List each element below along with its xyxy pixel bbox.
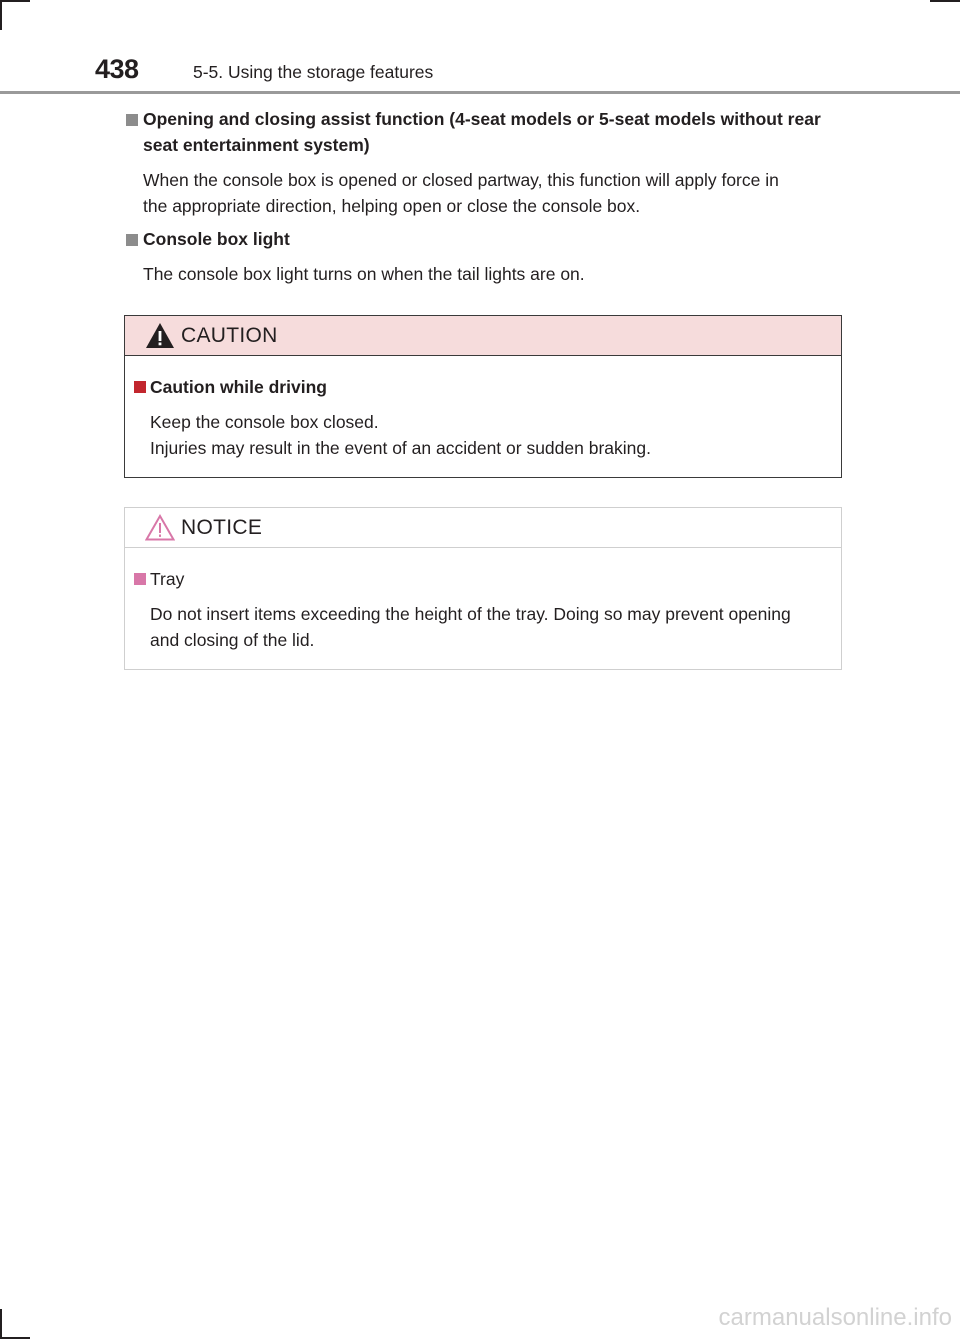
item-title-line: Opening and closing assist function (4-seat models or 5-seat models without rear [143, 109, 821, 129]
crop-mark-bottom-left-v [0, 1309, 2, 1339]
item-assist-function [124, 106, 844, 219]
item-body: The console box light turns on when the tail lights are on. [143, 264, 585, 284]
warning-triangle-icon [145, 322, 175, 349]
page-number: 438 [95, 54, 139, 84]
notice-header [125, 508, 841, 548]
caution-item-title-text: Caution while driving [150, 377, 327, 397]
caution-box [124, 315, 842, 478]
notice-triangle-icon [145, 514, 175, 541]
item-title [124, 106, 844, 158]
header-divider [0, 91, 960, 94]
notice-body [125, 548, 841, 669]
item-console-light [124, 226, 844, 287]
section-title: 5-5. Using the storage features [193, 62, 434, 82]
item-body-line: the appropriate direction, helping open or close the console box. [143, 196, 641, 216]
page-header [0, 0, 960, 96]
item-title [124, 226, 844, 252]
caution-body-line: Injuries may result in the event of an accident or sudden braking. [150, 438, 651, 458]
caution-item-body [132, 409, 829, 461]
item-body-line: When the console box is opened or closed partway, this function will apply force in [143, 170, 779, 190]
watermark: carmanualsonline.info [718, 1304, 952, 1331]
caution-item-title [132, 374, 829, 400]
caution-body [125, 356, 841, 477]
bullet-square-icon [134, 573, 146, 585]
caution-label: CAUTION [181, 324, 278, 347]
caution-header [125, 316, 841, 356]
bullet-square-icon [126, 234, 138, 246]
notice-item-body [132, 601, 829, 653]
notice-item-title [132, 566, 829, 592]
bullet-square-icon [134, 381, 146, 393]
notice-item-title-text: Tray [150, 569, 185, 589]
item-title-line: seat entertainment system) [143, 135, 370, 155]
bullet-square-icon [126, 114, 138, 126]
notice-body-line: Do not insert items exceeding the height of the tray. Doing so may prevent opening [150, 604, 791, 624]
notice-body-line: and closing of the lid. [150, 630, 315, 650]
item-title-line: Console box light [143, 229, 290, 249]
notice-box [124, 507, 842, 670]
caution-body-line: Keep the console box closed. [150, 412, 379, 432]
item-body [124, 167, 844, 219]
notice-label: NOTICE [181, 516, 263, 539]
